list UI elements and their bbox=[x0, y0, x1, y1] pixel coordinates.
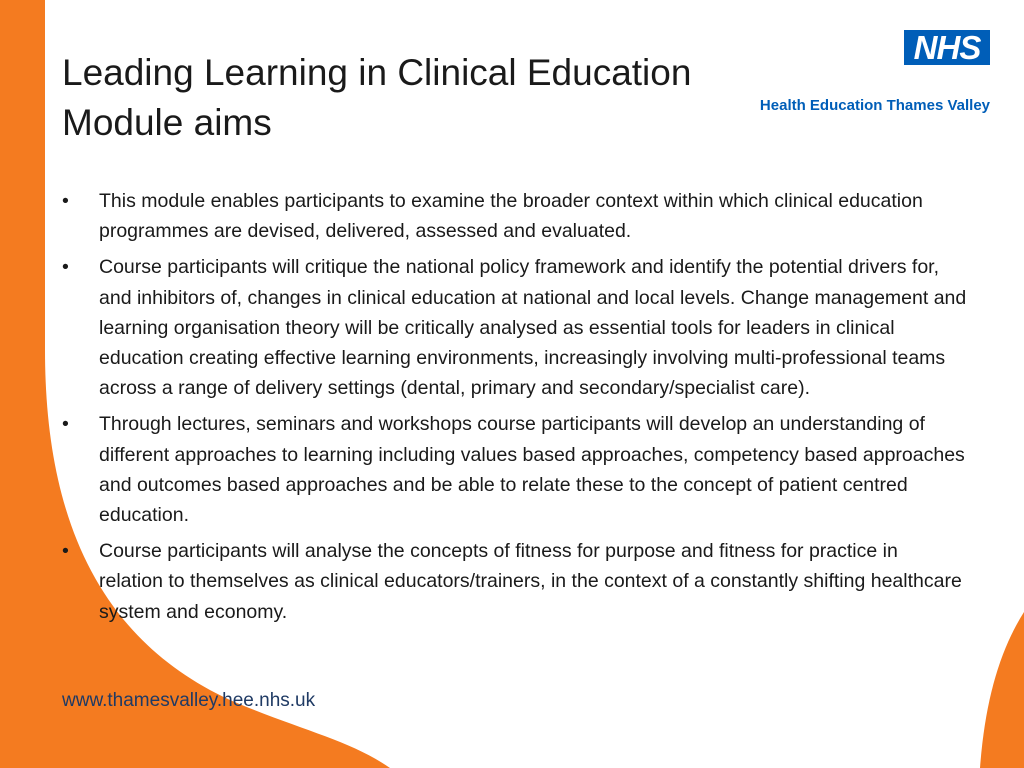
bullet-marker: • bbox=[62, 413, 69, 436]
footer-website-link[interactable]: www.thamesvalley.hee.nhs.uk bbox=[62, 690, 316, 711]
title-line-1: Leading Learning in Clinical Education bbox=[62, 52, 692, 93]
bottom-right-orange-swoosh bbox=[980, 612, 1024, 768]
aims-list bbox=[62, 186, 967, 633]
bullet-marker: • bbox=[62, 190, 69, 212]
nhs-mark: NHS bbox=[904, 30, 990, 65]
title-line-2: Module aims bbox=[62, 102, 272, 143]
list-item-text: Course participants will analyse the concepts of fitness for purpose and fitness for practice in relation to themselves as clinical educators/trainers, in the context of a constantly shifting healthcare system and economy. bbox=[99, 540, 962, 623]
list-item bbox=[62, 186, 967, 246]
list-item bbox=[62, 252, 967, 403]
bullet-marker: • bbox=[62, 256, 69, 279]
list-item-text: Through lectures, seminars and workshops course participants will develop an understanding of different approaches to learning including values based approaches, competency based approaches and outcomes based approaches and be able to relate these to the concept of patient centred education. bbox=[99, 413, 965, 527]
list-item bbox=[62, 536, 967, 627]
nhs-logo bbox=[728, 30, 990, 120]
bullet-marker: • bbox=[62, 540, 69, 563]
list-item-text: Course participants will critique the national policy framework and identify the potential drivers for, and inhibitors of, changes in clinical education at national and local levels. Change management and learning organisation theory will be critically analysed as essential tools for leaders in clinical education creating effective learning environments, increasingly involving multi-professional teams across a range of delivery settings (dental, primary and secondary/specialist care). bbox=[99, 256, 967, 400]
page-title bbox=[62, 48, 691, 148]
list-item bbox=[62, 409, 967, 530]
list-item-text: This module enables participants to examine the broader context within which clinical education programmes are devised, delivered, assessed and evaluated. bbox=[99, 190, 923, 243]
organisation-name: Health Education Thames Valley bbox=[759, 97, 990, 114]
